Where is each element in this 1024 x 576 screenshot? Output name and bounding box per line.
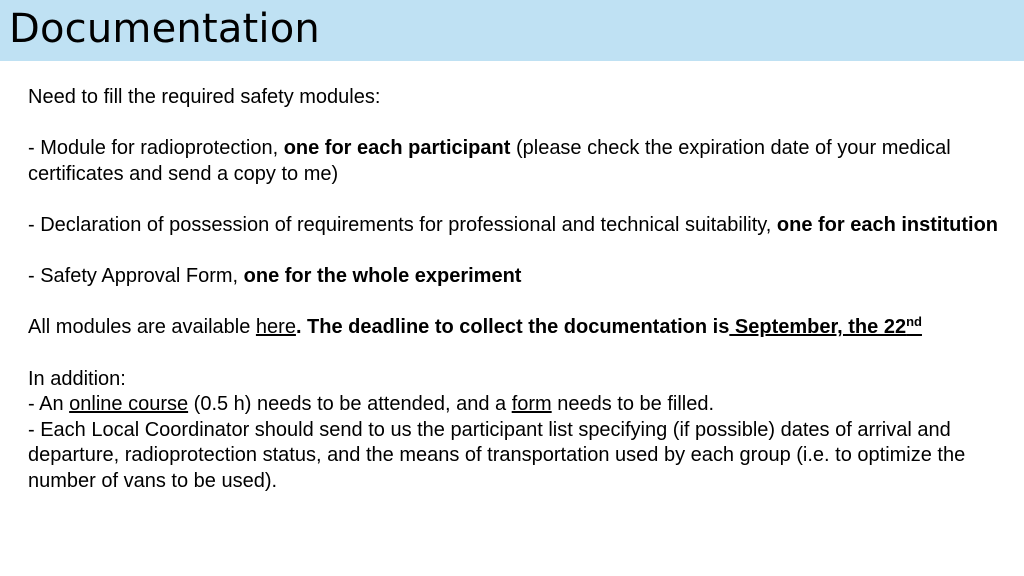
online-course-link[interactable]: online course [69, 393, 189, 416]
intro-label: Need to fill the required safety modules: [28, 86, 381, 108]
slide-content [28, 85, 1003, 495]
module-declaration-emphasis: one for each institution [776, 213, 999, 236]
addition-item-course-suffix: needs to be filled. [551, 393, 715, 416]
module-safety-approval [28, 264, 1003, 290]
deadline-date-suffix: nd [906, 314, 922, 330]
module-radioprotection-emphasis: one for each participant [283, 137, 511, 160]
availability-prefix: All modules are available [28, 316, 256, 339]
intro-text [28, 85, 1003, 111]
module-radioprotection [28, 136, 1003, 187]
addition-item-course [28, 392, 1003, 418]
module-radioprotection-prefix: - Module for radioprotection, [28, 137, 284, 160]
deadline-date-text: September, the 22 [729, 316, 907, 339]
addition-item-coordinator [28, 418, 1003, 495]
addition-item-coordinator-text: - Each Local Coordinator should send to us the participant list specifying (if possible) dates of arrival and departure, radioprotection status, and the means of transportation used by each group (i.e. to optimize the number of vans to be used). [28, 418, 966, 492]
module-safety-approval-prefix: - Safety Approval Form, [28, 265, 244, 288]
addition-heading-text: In addition: [28, 367, 126, 390]
module-radioprotection-note: (please check the expiration date of your medical certificates and send a copy to me) [28, 137, 951, 185]
addition-item-course-middle: (0.5 h) needs to be attended, and a [188, 393, 512, 416]
availability-line [28, 315, 1003, 341]
deadline-text: . The deadline to collect the documentation is [295, 316, 730, 339]
deadline-date [729, 316, 922, 338]
form-link[interactable]: form [511, 393, 552, 416]
title-bar [0, 0, 1024, 61]
addition-item-course-prefix: - An [28, 393, 70, 416]
module-safety-approval-emphasis: one for the whole experiment [243, 265, 522, 288]
addition-heading [28, 367, 1003, 393]
module-declaration-prefix: - Declaration of possession of requirements for professional and technical suitability, [28, 213, 777, 236]
page-title: Documentation [9, 6, 320, 52]
modules-here-link[interactable]: here [255, 316, 296, 339]
module-declaration [28, 213, 1003, 239]
